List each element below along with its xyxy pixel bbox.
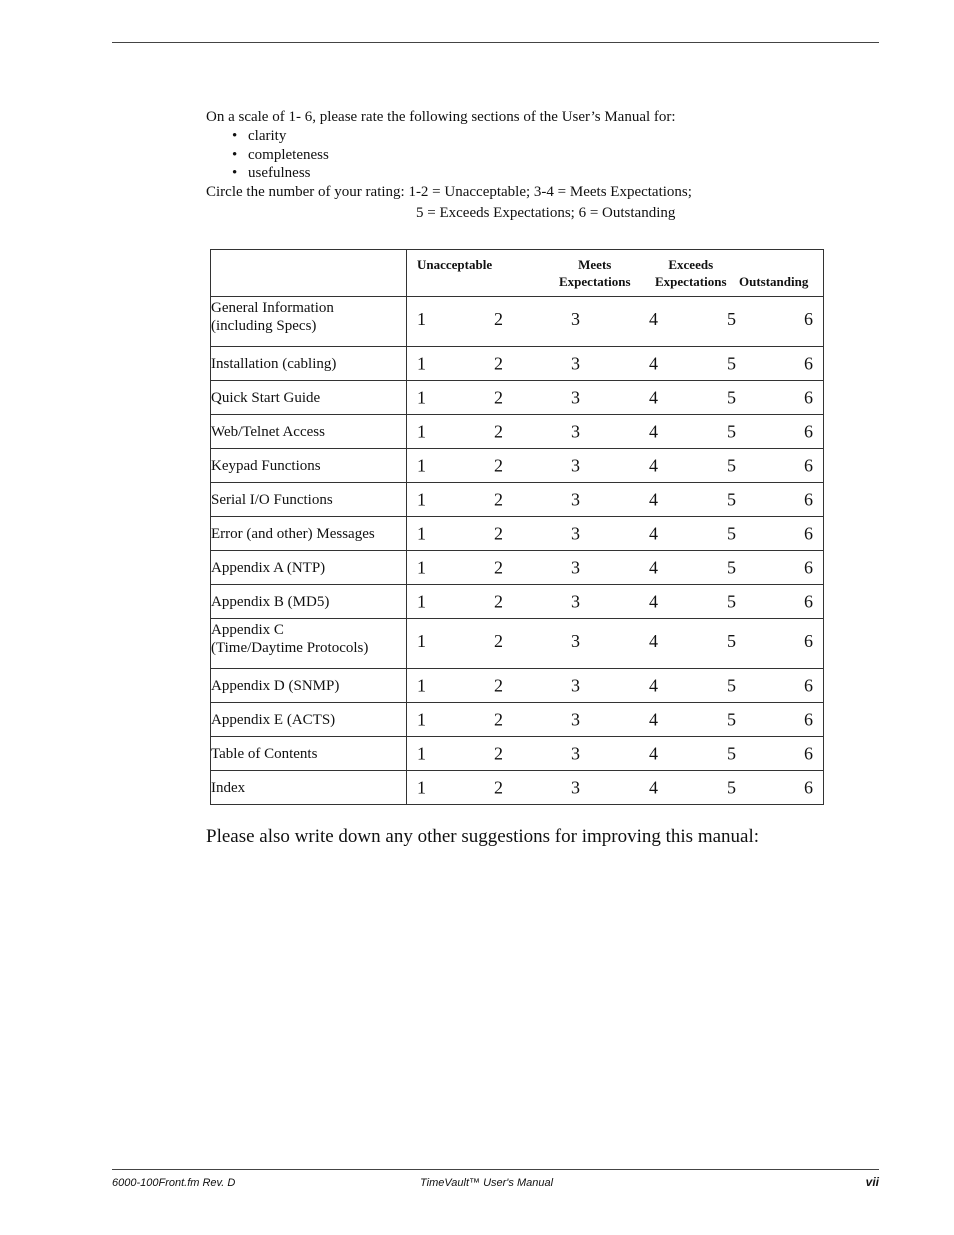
rating-options-cell — [407, 551, 824, 585]
table-row — [211, 449, 824, 483]
section-name: Installation (cabling) — [211, 355, 337, 372]
rating-option[interactable]: 6 — [804, 777, 813, 797]
footer-manual-title: TimeVault™ User's Manual — [420, 1177, 554, 1189]
rating-option[interactable]: 6 — [804, 743, 813, 763]
header-meets-line2: Expectations — [559, 274, 631, 289]
rating-option[interactable]: 3 — [571, 777, 580, 797]
section-name-cell — [211, 551, 407, 585]
rating-options-cell — [407, 517, 824, 551]
rating-option[interactable]: 1 — [417, 489, 426, 509]
rating-option[interactable]: 3 — [571, 743, 580, 763]
table-row — [211, 483, 824, 517]
section-name: Keypad Functions — [211, 457, 321, 474]
rating-options-cell — [407, 585, 824, 619]
rating-options-cell — [407, 415, 824, 449]
header-unacceptable: Unacceptable — [417, 257, 493, 272]
table-row — [211, 517, 824, 551]
rating-option[interactable]: 5 — [727, 353, 736, 373]
bullet-item — [232, 164, 311, 182]
rating-option[interactable]: 4 — [649, 631, 658, 651]
rating-option[interactable]: 2 — [494, 591, 503, 611]
rating-option[interactable]: 6 — [804, 309, 813, 329]
section-name-cell — [211, 347, 407, 381]
rating-option[interactable]: 4 — [649, 309, 658, 329]
rating-option[interactable]: 1 — [417, 675, 426, 695]
rating-options-cell — [407, 297, 824, 347]
table-row — [211, 585, 824, 619]
rating-option[interactable]: 5 — [727, 421, 736, 441]
header-meets-expectations — [559, 256, 631, 290]
rating-header-cell — [407, 250, 824, 297]
bullet-label: clarity — [248, 128, 287, 144]
suggestions-prompt: Please also write down any other suggestions for improving this manual: — [206, 826, 760, 847]
rating-option[interactable]: 4 — [649, 455, 658, 475]
table-row — [211, 703, 824, 737]
rating-option[interactable]: 5 — [727, 387, 736, 407]
header-exceeds-line1: Exceeds — [668, 257, 714, 272]
page-number: vii — [865, 1175, 879, 1189]
section-name: Appendix E (ACTS) — [211, 711, 336, 728]
rating-option[interactable]: 4 — [649, 557, 658, 577]
rating-options-cell — [407, 347, 824, 381]
rating-options-cell — [407, 771, 824, 805]
rating-option[interactable]: 5 — [727, 591, 736, 611]
rating-option[interactable]: 4 — [649, 777, 658, 797]
rating-options-cell — [407, 381, 824, 415]
table-row — [211, 415, 824, 449]
rating-option[interactable]: 1 — [417, 591, 426, 611]
rating-option[interactable]: 5 — [727, 309, 736, 329]
rating-option[interactable]: 1 — [417, 309, 426, 329]
rating-option[interactable]: 3 — [571, 631, 580, 651]
rating-option[interactable]: 2 — [494, 421, 503, 441]
section-name-cell — [211, 297, 407, 347]
section-name: General Information — [211, 300, 334, 316]
rating-option[interactable]: 5 — [727, 631, 736, 651]
rating-options-cell — [407, 483, 824, 517]
table-row — [211, 551, 824, 585]
header-exceeds-line2: Expectations — [655, 274, 727, 289]
rating-option[interactable]: 2 — [494, 523, 503, 543]
rating-option[interactable]: 5 — [727, 489, 736, 509]
rating-option[interactable]: 2 — [494, 353, 503, 373]
header-exceeds-expectations — [655, 256, 727, 290]
header-meets-line1: Meets — [578, 257, 612, 272]
rating-option[interactable]: 5 — [727, 523, 736, 543]
bullet-item — [232, 127, 286, 145]
rating-option[interactable]: 3 — [571, 557, 580, 577]
rating-option[interactable]: 1 — [417, 353, 426, 373]
rating-options-cell — [407, 669, 824, 703]
header-outstanding: Outstanding — [739, 274, 809, 289]
rating-option[interactable]: 1 — [417, 387, 426, 407]
rating-option[interactable]: 1 — [417, 743, 426, 763]
section-name: (Time/Daytime Protocols) — [211, 640, 369, 656]
rating-option[interactable]: 3 — [571, 309, 580, 329]
table-row — [211, 669, 824, 703]
rating-option[interactable]: 4 — [649, 523, 658, 543]
rating-option[interactable]: 5 — [727, 455, 736, 475]
rating-option[interactable]: 4 — [649, 387, 658, 407]
bullet-icon: • — [232, 165, 238, 181]
rating-option[interactable]: 1 — [417, 523, 426, 543]
table-header-row — [211, 250, 824, 297]
rating-option[interactable]: 5 — [727, 743, 736, 763]
intro-text: On a scale of 1- 6, please rate the following sections of the User’s Manual for: — [206, 109, 676, 125]
rating-options-cell — [407, 619, 824, 669]
rating-options-cell — [407, 737, 824, 771]
rating-option[interactable]: 6 — [804, 557, 813, 577]
rating-option[interactable]: 5 — [727, 777, 736, 797]
rating-option[interactable]: 6 — [804, 489, 813, 509]
rating-option[interactable]: 3 — [571, 387, 580, 407]
section-name: (including Specs) — [211, 318, 317, 334]
ratings-table — [210, 249, 824, 805]
rating-option[interactable]: 6 — [804, 591, 813, 611]
rating-option[interactable]: 4 — [649, 421, 658, 441]
rating-option[interactable]: 2 — [494, 631, 503, 651]
rating-option[interactable]: 4 — [649, 743, 658, 763]
rating-option[interactable]: 2 — [494, 455, 503, 475]
rating-option[interactable]: 6 — [804, 523, 813, 543]
rating-option[interactable]: 3 — [571, 675, 580, 695]
table-row — [211, 347, 824, 381]
section-name: Appendix A (NTP) — [211, 559, 326, 576]
section-name-cell — [211, 703, 407, 737]
section-name: Table of Contents — [211, 745, 318, 762]
rating-option[interactable]: 4 — [649, 353, 658, 373]
bullet-label: completeness — [248, 147, 329, 163]
rating-option[interactable]: 4 — [649, 709, 658, 729]
rating-option[interactable]: 1 — [417, 777, 426, 797]
bullet-icon: • — [232, 128, 238, 144]
section-name-cell — [211, 415, 407, 449]
rating-option[interactable]: 3 — [571, 421, 580, 441]
rating-option[interactable]: 2 — [494, 309, 503, 329]
rating-option[interactable]: 6 — [804, 709, 813, 729]
section-name-cell — [211, 381, 407, 415]
section-name-cell — [211, 737, 407, 771]
rating-option[interactable]: 6 — [804, 675, 813, 695]
section-name-cell — [211, 517, 407, 551]
rating-option[interactable]: 2 — [494, 777, 503, 797]
rating-option[interactable]: 3 — [571, 523, 580, 543]
footer-rule — [112, 1169, 879, 1170]
rating-option[interactable]: 3 — [571, 591, 580, 611]
section-header-cell — [211, 250, 407, 297]
bullet-icon: • — [232, 147, 238, 163]
rating-option[interactable]: 2 — [494, 489, 503, 509]
rating-option[interactable]: 5 — [727, 557, 736, 577]
bullet-label: usefulness — [248, 165, 311, 181]
table-row — [211, 737, 824, 771]
rating-options-cell — [407, 703, 824, 737]
rating-option[interactable]: 3 — [571, 353, 580, 373]
rating-option[interactable]: 5 — [727, 675, 736, 695]
section-name-cell — [211, 585, 407, 619]
rating-option[interactable]: 6 — [804, 421, 813, 441]
rating-option[interactable]: 6 — [804, 353, 813, 373]
rating-option[interactable]: 1 — [417, 631, 426, 651]
rating-option[interactable]: 2 — [494, 387, 503, 407]
rating-option[interactable]: 3 — [571, 489, 580, 509]
section-name-cell — [211, 449, 407, 483]
rating-option[interactable]: 4 — [649, 591, 658, 611]
section-name: Quick Start Guide — [211, 389, 321, 406]
rating-options-cell — [407, 449, 824, 483]
rating-option[interactable]: 5 — [727, 709, 736, 729]
rating-option[interactable]: 1 — [417, 455, 426, 475]
section-name: Web/Telnet Access — [211, 423, 325, 440]
table-row — [211, 619, 824, 669]
bullet-item — [232, 146, 329, 164]
rating-option[interactable]: 2 — [494, 709, 503, 729]
footer-filename: 6000-100Front.fm Rev. D — [112, 1177, 236, 1189]
table-row — [211, 771, 824, 805]
rating-option[interactable]: 3 — [571, 455, 580, 475]
rating-option[interactable]: 2 — [494, 675, 503, 695]
rating-option[interactable]: 6 — [804, 455, 813, 475]
section-name: Index — [211, 779, 246, 796]
header-rule — [112, 42, 879, 43]
section-name: Appendix D (SNMP) — [211, 677, 340, 694]
rating-option[interactable]: 1 — [417, 421, 426, 441]
section-name-cell — [211, 669, 407, 703]
rating-option[interactable]: 1 — [417, 709, 426, 729]
rating-instructions-continued: 5 = Exceeds Expectations; 6 = Outstanding — [416, 205, 676, 221]
section-name: Appendix C — [211, 622, 284, 638]
section-name: Serial I/O Functions — [211, 491, 333, 508]
section-name-cell — [211, 619, 407, 669]
section-name-cell — [211, 771, 407, 805]
section-name-cell — [211, 483, 407, 517]
rating-option[interactable]: 6 — [804, 387, 813, 407]
rating-option[interactable]: 6 — [804, 631, 813, 651]
rating-option[interactable]: 2 — [494, 557, 503, 577]
rating-option[interactable]: 4 — [649, 489, 658, 509]
section-name: Error (and other) Messages — [211, 525, 375, 542]
table-row — [211, 297, 824, 347]
section-name: Appendix B (MD5) — [211, 593, 330, 610]
rating-option[interactable]: 1 — [417, 557, 426, 577]
rating-option[interactable]: 2 — [494, 743, 503, 763]
rating-option[interactable]: 4 — [649, 675, 658, 695]
table-row — [211, 381, 824, 415]
rating-instructions: Circle the number of your rating: 1-2 = Unacceptable; 3-4 = Meets Expectations; — [206, 184, 692, 200]
rating-option[interactable]: 3 — [571, 709, 580, 729]
